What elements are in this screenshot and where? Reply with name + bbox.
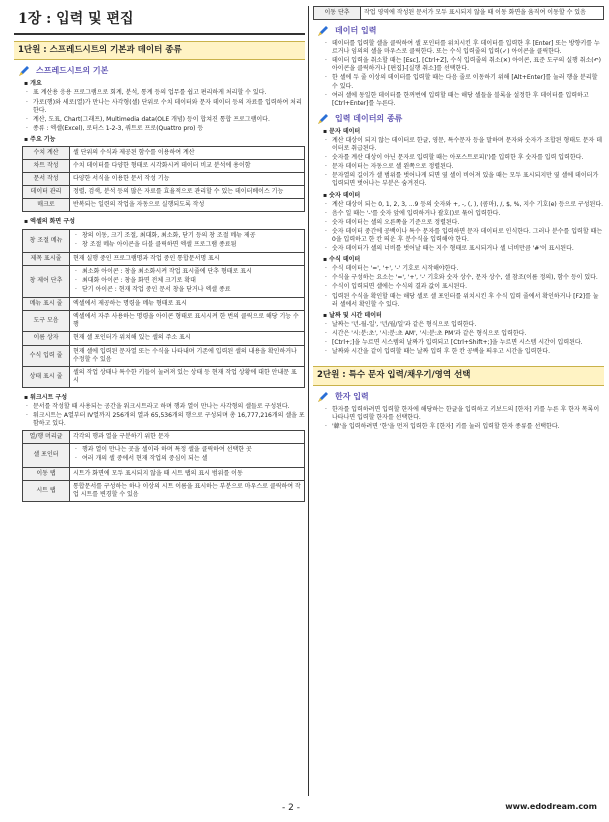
table-value: 셀의 작업 상태나 특수한 키들이 눌려져 있는 상태 등 현재 작업 상황에 대한 안내문 표시 xyxy=(70,366,305,387)
section-title: 입력 데이터의 종류 xyxy=(335,113,403,123)
list-item: · [Ctrl+;]을 누르면 시스템의 날짜가 입력되고 [Ctrl+Shift+;]을 누르면 시스템 시간이 입력된다. xyxy=(325,339,604,347)
list-item: · 워크시트는 A열부터 IV열까지 256개의 열과 65,536개의 행으로 구성되며 총 16,777,216개의 셀을 포함하고 있다. xyxy=(26,412,305,428)
section-title: 한자 입력 xyxy=(335,391,369,401)
list-item: · 계산 대상이 되는 0, 1, 2, 3, ...9 등의 숫자와 +, -, (, ), (콤마), /, $, %, 지수 기호(e) 등으로 구성된다. xyxy=(325,201,604,209)
list-item: · 숫자 데이터 중간에 공백이나 특수 문자를 입력하면 문자 데이터로 인식한다. 그러나 분수를 입력할 때는 0을 입력하고 한 칸 띄운 후 분수식을 입력해야 한다. xyxy=(325,228,604,244)
table-row xyxy=(23,252,305,265)
pencil-icon xyxy=(317,114,329,125)
list-item: · 한 셀에 두 줄 이상의 데이터를 입력할 때는 다음 줄로 이동하기 위해 [Alt+Enter]를 눌러 행을 분리할 수 있다. xyxy=(325,74,604,90)
table-row xyxy=(23,199,305,212)
list-item: · 가로(행)와 세로(열)가 만나는 사각형(셀) 단위로 수치 데이터와 문자 데이터 등의 자료를 입력하여 처리한다. xyxy=(26,99,305,115)
table-row xyxy=(23,160,305,173)
list-item: · 문서를 작성할 때 사용되는 공간을 워크시트라고 하며 행과 열이 만나는 사각형의 셀들로 구성된다. xyxy=(26,403,305,411)
table-row xyxy=(23,186,305,199)
section-title: 스프레드시트의 기본 xyxy=(36,66,109,76)
list-item: · 숫자를 계산 대상이 아닌 문자로 입력할 때는 아포스트로피(')를 입력한 후 숫자를 입력 입력한다. xyxy=(325,154,604,162)
list-item: · 숫자 데이터는 셀의 오른쪽을 기준으로 정렬된다. xyxy=(325,219,604,227)
date-data-list xyxy=(313,321,604,356)
table-key: 셀 포인터 xyxy=(23,444,70,467)
column-divider xyxy=(308,6,309,796)
list-item: · 날짜와 시간을 같이 입력할 때는 날짜 입력 후 한 칸 공백을 띄우고 시간을 입력한다. xyxy=(325,348,604,356)
pencil-icon xyxy=(317,26,329,37)
list-item: · 계산, 도표, Chart(그래프), Multimedia data(OLE 개념) 등이 합쳐진 통합 프로그램이다. xyxy=(26,116,305,124)
pencil-icon xyxy=(317,392,329,403)
table-value: 현재 셀에 입력된 문자열 또는 수식을 나타내며 기존에 입력된 셀의 내용을 확인하거나 수정할 수 있음 xyxy=(70,345,305,366)
table-key: 데이터 관리 xyxy=(23,186,70,199)
page-number: - 2 - xyxy=(282,803,300,813)
list-item: · 시간은 '시:분:초', '시:분:초 AM', '시:분:초 PM'과 같은 형식으로 입력한다. xyxy=(325,330,604,338)
section-spreadsheet-basics xyxy=(18,66,305,77)
table-key: 메뉴 표시 줄 xyxy=(23,298,70,311)
table-key: 이름 상자 xyxy=(23,332,70,345)
hanja-list xyxy=(313,406,604,431)
formula-data-heading: ▪ 수식 데이터 xyxy=(323,256,361,264)
table-row xyxy=(23,431,305,444)
table-key: 차트 작성 xyxy=(23,160,70,173)
table-row xyxy=(23,265,305,297)
table-row xyxy=(23,366,305,387)
table-key: 수치 계산 xyxy=(23,147,70,160)
date-data-heading: ▪ 날짜 및 시간 데이터 xyxy=(323,311,382,319)
list-item: · 데이터를 입력할 셀을 클릭하여 셀 포인터를 위치시킨 후 데이터를 입력한 후 [Enter] 또는 방향키를 누르거나 임의의 셀을 마우스로 클릭한다. 또는 수식 입력줄의 입력(✓) 아이콘을 클릭한다. xyxy=(325,40,604,56)
chapter-title: 1장 : 입력 및 편집 xyxy=(18,11,134,27)
list-item: · 최소화 아이콘 : 창을 최소화시켜 작업 표시줄에 단추 형태로 표시 xyxy=(75,268,301,276)
list-item: · 여러 셀에 동일한 데이터를 한꺼번에 입력할 때는 해당 셀들을 블록을 설정한 후 데이터를 입력하고 [Ctrl+Enter]를 누른다. xyxy=(325,92,604,108)
list-item: · 한자를 입력하려면 입력할 한자에 해당하는 한글을 입력하고 키보드의 [한자] 키를 누른 후 한자 목록이 나타나면 입력할 한자를 선택한다. xyxy=(325,406,604,422)
table-row xyxy=(23,229,305,252)
site-url: www.edodream.com xyxy=(505,802,597,811)
table-value: 각각의 행과 열을 구분하기 위한 문자 xyxy=(70,431,305,444)
table-key: 이동 탭 xyxy=(23,467,70,480)
table-key: 도구 모음 xyxy=(23,311,70,332)
table-row xyxy=(23,173,305,186)
table-key: 매크로 xyxy=(23,199,70,212)
continued-table xyxy=(313,6,604,20)
overview-list xyxy=(14,89,305,132)
table-value: 정렬, 검색, 분석 등의 많은 자료를 효율적으로 관리할 수 있는 데이터베이스 기능 xyxy=(70,186,305,199)
table-row xyxy=(23,444,305,467)
list-item: · 표 계산용 응용 프로그램으로 회계, 분석, 통계 등의 업무를 쉽고 편리하게 처리할 수 있다. xyxy=(26,89,305,97)
table-key: 제목 표시줄 xyxy=(23,252,70,265)
left-column xyxy=(14,6,305,508)
list-item: · 수식을 구성하는 요소는 '=', '+', '-' 기호와 숫자 상수, 문자 상수, 셀 참조(이름 정의), 함수 등이 있다. xyxy=(325,274,604,282)
list-item: · 날짜는 '년-월-일', '년/월/일'과 같은 형식으로 입력한다. xyxy=(325,321,604,329)
overview-heading: ▪ 개요 xyxy=(24,80,42,88)
table-key: 열/행 머리글 xyxy=(23,431,70,444)
table-row xyxy=(23,467,305,480)
table-key: 문서 작성 xyxy=(23,173,70,186)
table-row xyxy=(314,7,604,20)
screen-table xyxy=(22,229,305,388)
table-value: 엑셀에서 제공하는 명령을 메뉴 형태로 표시 xyxy=(70,298,305,311)
number-data-heading: ▪ 숫자 데이터 xyxy=(323,191,361,199)
number-data-list xyxy=(313,201,604,254)
list-item: · 창 조절 메뉴 아이콘을 더블 클릭하면 엑셀 프로그램 종료됨 xyxy=(75,241,301,249)
table-row xyxy=(23,147,305,160)
table-value xyxy=(70,444,305,467)
table-value: 엑셀에서 자주 사용하는 명령을 아이콘 형태로 표시시켜 한 번의 클릭으로 해당 기능 수행 xyxy=(70,311,305,332)
list-item: · 행과 열이 만나는 곳을 셀이라 하며 특정 셀을 클릭하여 선택한 곳 xyxy=(75,446,301,454)
table-row xyxy=(23,298,305,311)
list-item: · 계산 대상이 되지 않는 데이터로 한글, 영문, 특수문자 등을 말하며 문자와 숫자가 조합된 형태도 문자 데이터로 취급된다. xyxy=(325,137,604,153)
table-value xyxy=(70,265,305,297)
list-item: · '韓'을 입력하려면 '한'을 먼저 입력한 후 [한자] 키를 눌러 입력할 한자 종류를 선택한다. xyxy=(325,423,604,431)
table-row xyxy=(23,345,305,366)
table-key: 수식 입력 줄 xyxy=(23,345,70,366)
list-item: · 입력된 수식을 확인할 때는 해당 셀로 셀 포인터를 위치시킨 후 수식 입력 줄에서 확인하거나 [F2]를 눌러 셀에서 확인할 수 있다. xyxy=(325,293,604,309)
list-item: · 데이터 입력을 취소할 때는 [Esc], [Ctrl+Z], 수식 입력줄의 취소(✕) 아이콘, 표준 도구의 실행 취소(↶) 아이콘을 클릭하거나 [편집]-[실행 취소]를 선택한다. xyxy=(325,57,604,73)
section-hanja xyxy=(317,392,604,403)
table-row xyxy=(23,332,305,345)
table-value: 통합문서를 구성하는 하나 이상의 시트 이름을 표시하는 부분으로 마우스로 클릭하여 작업 시트를 변경할 수 있음 xyxy=(70,480,305,501)
table-key: 창 조절 메뉴 xyxy=(23,229,70,252)
worksheet-heading: ▪ 워크시트 구성 xyxy=(24,393,68,401)
functions-heading: ▪ 주요 기능 xyxy=(24,135,56,143)
section-data-types xyxy=(317,114,604,125)
list-item: · 수식 데이터는 '=', '+', '-' 기호로 시작해야한다. xyxy=(325,265,604,273)
list-item: · 문자 데이터는 자동으로 셀 왼쪽으로 정렬된다. xyxy=(325,163,604,171)
worksheet-list xyxy=(14,403,305,428)
data-input-list xyxy=(313,40,604,108)
text-data-list xyxy=(313,137,604,189)
section-title: 데이터 입력 xyxy=(335,26,377,36)
text-data-heading: ▪ 문자 데이터 xyxy=(323,127,361,135)
right-column xyxy=(313,6,604,432)
table-key: 시트 탭 xyxy=(23,480,70,501)
formula-data-list xyxy=(313,265,604,308)
list-item: · 수식이 입력되면 셀에는 수식의 결과 값이 표시된다. xyxy=(325,283,604,291)
screen-heading: ▪ 엑셀의 화면 구성 xyxy=(24,218,75,226)
list-item: · 음수 일 때는 '-'를 숫자 앞에 입력하거나 괄호()로 묶어 입력한다. xyxy=(325,210,604,218)
table-key: 상태 표시 줄 xyxy=(23,366,70,387)
worksheet-table xyxy=(22,430,305,502)
list-item: · 여러 개의 셀 중에서 현재 작업의 중심이 되는 셀 xyxy=(75,455,301,463)
table-value: 반복되는 일련의 작업을 자동으로 실행되도록 작성 xyxy=(70,199,305,212)
table-value: 현재 셀 포인터가 위치해 있는 셀의 주소 표시 xyxy=(70,332,305,345)
page-footer xyxy=(0,802,609,816)
list-item: · 종류 : 엑셀(Excel), 로터스 1-2-3, 쿼트로 프로(Quattro pro) 등 xyxy=(26,125,305,133)
chapter-rule xyxy=(14,33,305,35)
list-item: · 창의 이동, 크기 조절, 최대화, 최소화, 닫기 등의 창 조절 메뉴 제공 xyxy=(75,232,301,240)
table-value: 작업 영역에 작성된 문서가 모두 표시되지 않을 때 이동 화면을 움직여 이동할 수 있음 xyxy=(361,7,604,20)
table-row xyxy=(23,480,305,501)
list-item: · 닫기 아이콘 : 현재 작업 중인 문서 창을 닫거나 엑셀 종료 xyxy=(75,286,301,294)
table-value: 현재 실행 중인 프로그램명과 작업 중인 통합문서명 표시 xyxy=(70,252,305,265)
table-value: 시트가 화면에 모두 표시되지 않을 때 시트 탭의 표시 범위를 이동 xyxy=(70,467,305,480)
list-item: · 최대화 아이콘 : 창을 화면 전체 크기로 확대 xyxy=(75,277,301,285)
unit-1-title: 1단원 : 스프레드시트의 기본과 데이터 종류 xyxy=(14,41,305,60)
table-value: 다양한 서식을 이용한 문서 작성 기능 xyxy=(70,173,305,186)
table-value: 셀 단위의 수식과 제공된 함수를 이용하여 계산 xyxy=(70,147,305,160)
section-data-input xyxy=(317,26,604,37)
pencil-icon xyxy=(18,66,30,77)
unit-2-title: 2단원 : 특수 문자 입력/채우기/영역 선택 xyxy=(313,366,604,385)
functions-table xyxy=(22,146,305,212)
table-value xyxy=(70,229,305,252)
table-key: 이동 단추 xyxy=(314,7,361,20)
table-row xyxy=(23,311,305,332)
list-item: · 문자열의 길이가 셀 범위를 벗어나게 되면 옆 셀이 비어져 있을 때는 모두 표시되지만 옆 셀에 데이터가 입력되면 벗어나는 부분은 숨겨진다. xyxy=(325,172,604,188)
table-value: 수치 데이터를 다양한 형태로 시각화시켜 데이터 비교 분석에 용이함 xyxy=(70,160,305,173)
list-item: · 숫자 데이터가 셀의 너비를 벗어날 때는 지수 형태로 표시되거나 셀 너비만큼 '#'이 표시된다. xyxy=(325,245,604,253)
table-key: 창 제어 단추 xyxy=(23,265,70,297)
